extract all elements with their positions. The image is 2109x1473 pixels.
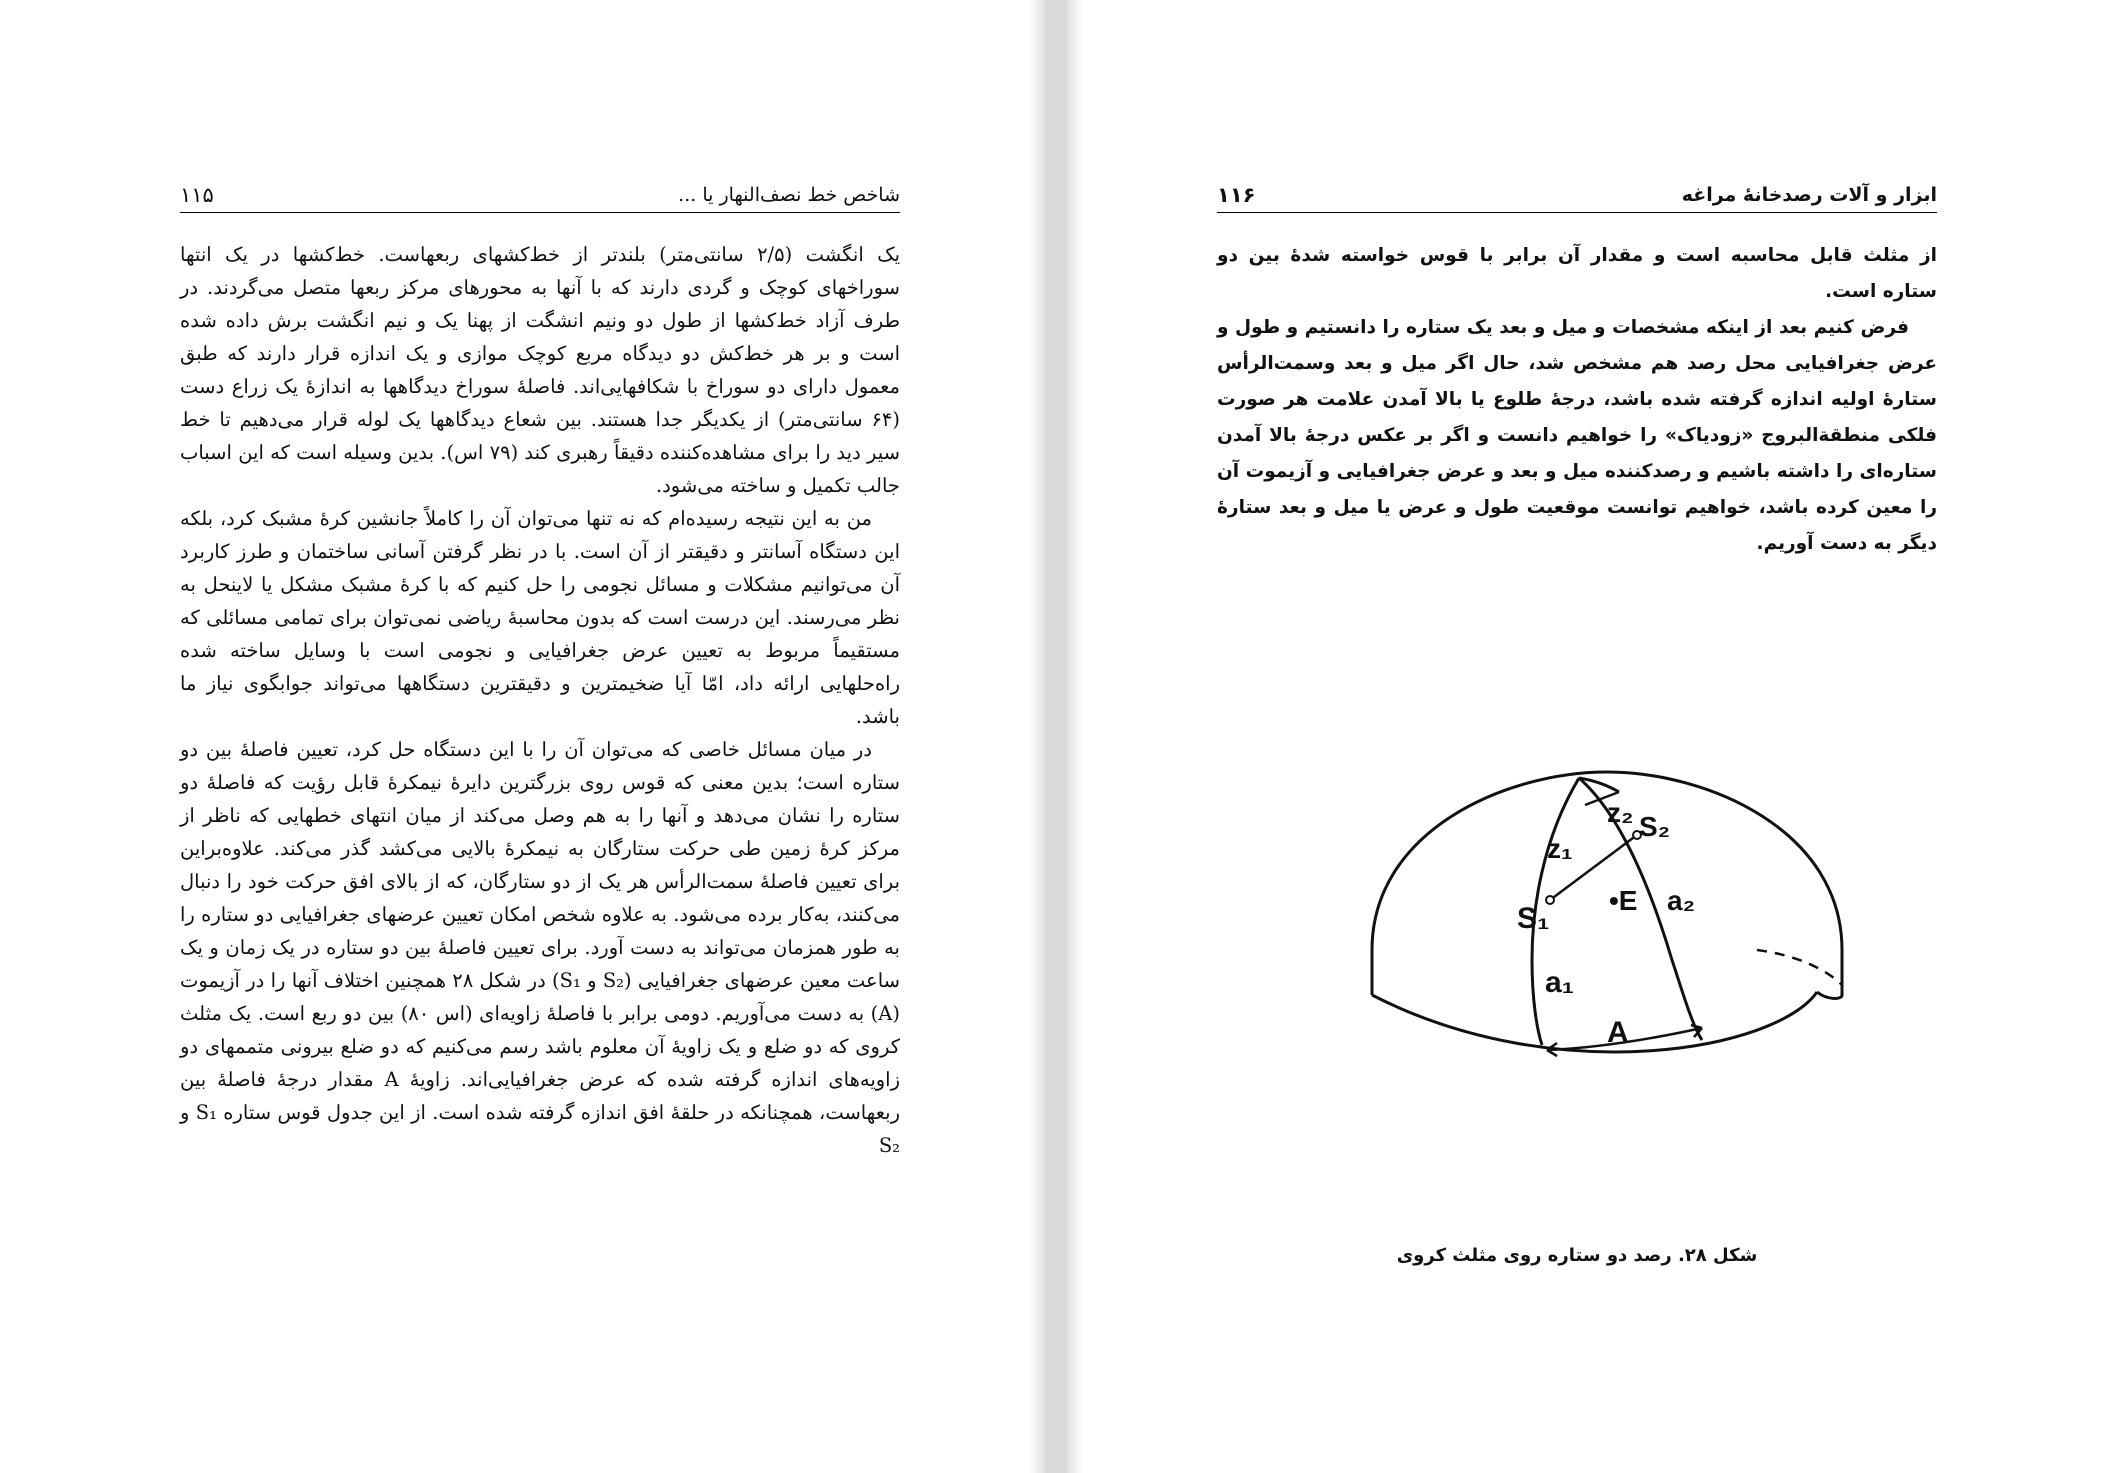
label-a2: a₂ [1667,885,1696,916]
spherical-triangle-figure [1357,760,1857,1060]
label-azimuth: A [1607,1016,1629,1049]
label-e: •E [1609,885,1638,916]
running-title: شاخص خط نصف‌النهار یا ... [678,184,900,206]
running-head [1217,178,1937,213]
paragraph: من به این نتیجه رسیده‌ام که نه تنها می‌توان آن را کاملاً جانشین کرهٔ مشبک کرد، بلکه این دستگاه آسانتر و دقیقتر از آن است. با در نظر گرفتن آسانی ساختمان و طرز کاربرد آن می‌توانیم مشکلات و مسائل نجومی را حل کنیم که با کرهٔ مشبک مشکل یا لاینحل به نظر می‌رسند. این درست است که بدون محاسبهٔ ریاضی نمی‌توان برای تمامی مسائلی که مستقیماً مربوط به تعیین عرض جغرافیایی و نجومی است با وسایل ساخته شده راه‌حلهایی ارائه داد، امّا آیا ضخیمترین و دقیقترین دستگاهها می‌تواند جوابگوی نیاز ما باشد. [180,507,900,728]
label-a1: a₁ [1545,966,1575,999]
body-text [1217,238,1937,562]
running-title: ابزار و آلات رصدخانهٔ مراغه [1681,184,1937,206]
paragraph: از مثلث قابل محاسبه است و مقدار آن برابر با قوس خواسته شدهٔ بین دو ستاره است. [1217,245,1937,302]
gutter-shadow [1029,0,1045,1473]
right-page [1067,0,2109,1473]
hidden-horizon [1757,950,1842,985]
label-s1: S₁ [1517,902,1550,935]
gutter-shadow [1067,0,1083,1473]
label-s2: S₂ [1639,811,1671,842]
label-z1: z₁ [1547,833,1573,864]
paragraph: در میان مسائل خاصی که می‌توان آن را با این دستگاه حل کرد، تعیین فاصلهٔ بین دو ستاره است؛ بدین معنی که قوس روی بزرگترین دایرهٔ نیمکرهٔ قابل رؤیت که فاصلهٔ دو ستاره را نشان می‌دهد و آنها را به هم وصل می‌کند از میان انتهای خطهایی که ناظر از مرکز کرهٔ زمین طی حرکت ستارگان به نیمکرهٔ بالایی می‌کشد گذر می‌کند. علاوه‌براین برای تعیین فاصلهٔ سمت‌الرأس هر یک از دو ستارگان، که از بالای افق حرکت خود را دنبال می‌کنند، به‌کار برده می‌شود. به علاوه شخص امکان تعیین عرضهای جغرافیایی دو ستاره را به طور همزمان می‌تواند به دست آورد. برای تعیین فاصلهٔ بین دو ستاره در یک زمان و یک ساعت معین عرضهای جغرافیایی (S₂ و S₁) در شکل ۲۸ همچنین اختلاف آنها را در آزیموت (A) به دست می‌آوریم. دومی برابر با فاصلهٔ زاویه‌ای (اس ۸۰) بین دو ربع است. یک مثلث کروی که دو ضلع و یک زاویهٔ آن معلوم باشد رسم می‌کنیم که دو ضلع بیرونی متممهای دو زاویه‌های اندازه گرفته شده که عرض جغرافیایی‌اند. زاویهٔ A مقدار درجهٔ فاصلهٔ بین ربعهاست، همچنانکه در حلقهٔ افق اندازه گرفته شده است. از این جدول قوس ستاره S₁ و S₂ [180,738,900,1157]
page-number: ۱۱۶ [1217,183,1256,207]
paragraph: فرض کنیم بعد از اینکه مشخصات و میل و بعد یک ستاره را دانستیم و طول و عرض جغرافیایی محل رصد هم مشخص شد، حال اگر میل و بعد وسمت‌الرأس ستارهٔ اولیه اندازه گرفته شده باشد، درجهٔ طلوع یا بالا آمدن علامت هر صورت فلکی منطقةالبروج «زودیاک» را خواهیم دانست و اگر بر عکس درجهٔ بالا آمدن ستاره‌ای را داشته باشیم و رصدکننده میل و بعد و عرض جغرافیایی و آزیموت آن را معین کرده باشد، خواهیم توانست موقعیت طول و عرض یا میل و بعد ستارهٔ دیگر به دست آوریم. [1217,317,1937,554]
figure-caption: شکل ۲۸. رصد دو ستاره روی مثلث کروی [1396,1245,1758,1266]
page-number: ۱۱۵ [180,183,214,207]
left-page [0,0,1045,1473]
body-text [180,238,900,1162]
running-head [180,178,900,213]
label-z2: z₂ [1607,797,1634,828]
paragraph: یک انگشت (۲/۵ سانتی‌متر) بلندتر از خط‌کشهای ربعهاست. خط‌کشها در یک انتها سوراخهای کوچک و گردی دارند که با آنها به محورهای مرکز ربعها متصل می‌گردند. در طرف آزاد خط‌کشها از طول دو ونیم انشگت از پهنا یک و نیم انگشت برش داده شده است و بر هر خط‌کش دو دیدگاه مربع کوچک موازی و یک اندازه قرار دارند که طبق معمول دارای دو سوراخ با شکافهایی‌اند. فاصلهٔ سوراخ دیدگاهها به اندازهٔ یک زراع دست (۶۴ سانتی‌متر) از یکدیگر جدا هستند. بین شعاع دیدگاهها یک لوله قرار می‌دهیم تا خط سیر دید را برای مشاهده‌کننده دقیقاً رهبری کند (۷۹ اس). بدین وسیله است که این اسباب جالب تکمیل و ساخته می‌شود. [180,243,901,497]
figure-drawing [1357,760,1857,1060]
horizon-ellipse [1372,992,1817,1052]
